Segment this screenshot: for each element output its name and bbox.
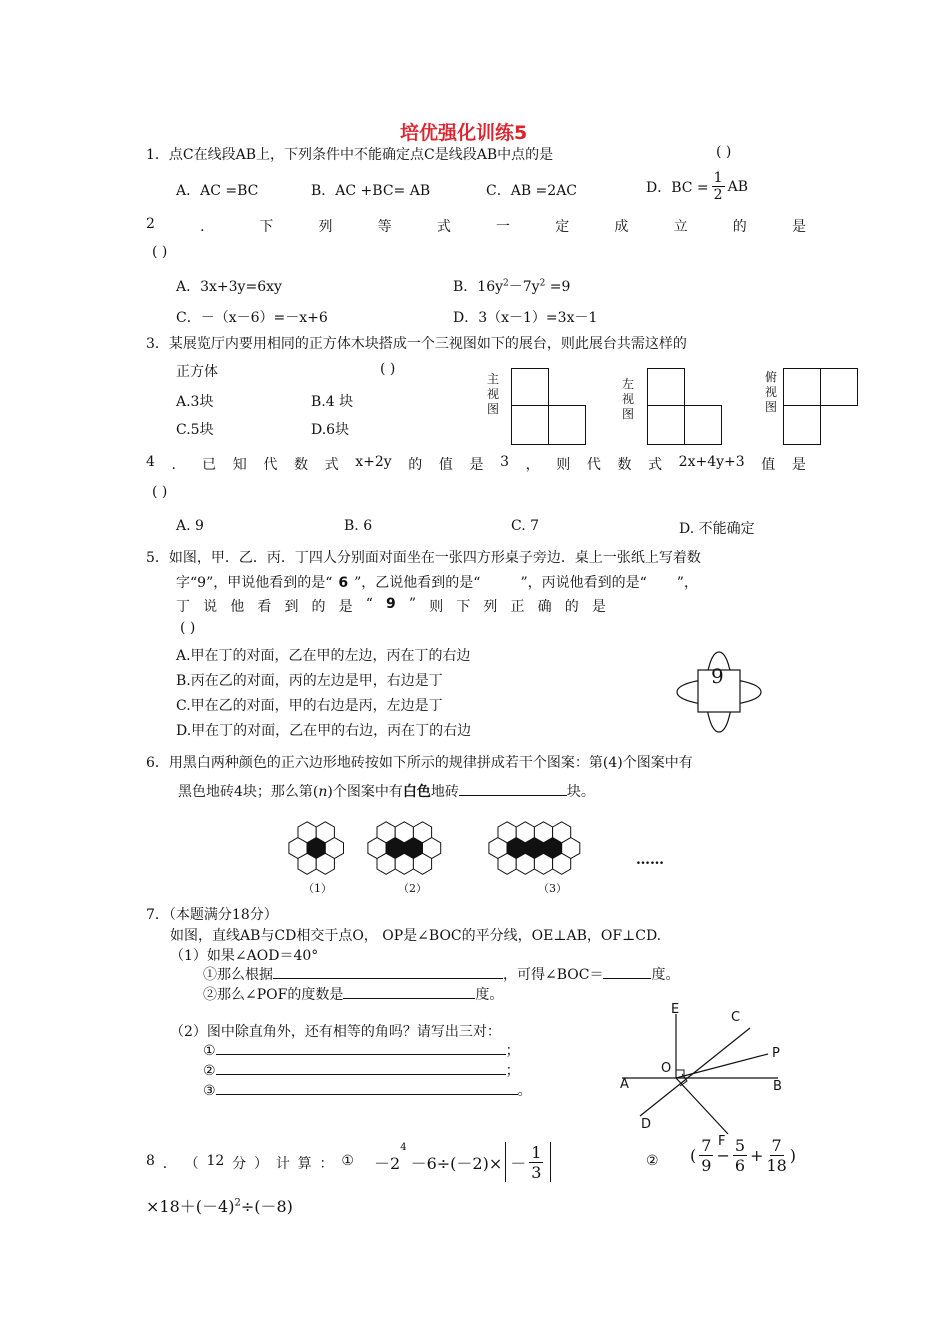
white-hex-tile xyxy=(534,822,552,843)
left-view-cell xyxy=(684,405,722,445)
q8-expr1-sup: 4 xyxy=(400,1142,407,1153)
q2-opt-d: D．3（x－1）=3x－1 xyxy=(453,310,598,326)
q2-char: 的 xyxy=(732,219,747,235)
q4-opt-c: C. 7 xyxy=(511,518,540,534)
q1-frac-den: 2 xyxy=(713,187,723,203)
q4-char: 知 xyxy=(232,457,247,473)
q1-opt-d-ab: AB xyxy=(727,178,748,195)
white-hex-tile xyxy=(298,853,316,874)
q8-plus: + xyxy=(750,1146,764,1165)
q7-p1a xyxy=(203,964,679,984)
q1-stem: 1．点C在线段AB上，下列条件中不能确定点C是线段AB中点的是 xyxy=(146,147,554,163)
q2-opt-b xyxy=(453,276,570,296)
white-hex-tile xyxy=(534,853,552,874)
q3-opt-d: D.6块 xyxy=(311,422,350,438)
q3-stem: 3．某展览厅内要用相同的正方体木块搭成一个三视图如下的展台，则此展台共需这样的 xyxy=(146,336,687,352)
q8-abs-value xyxy=(505,1142,551,1182)
q5-six: 6 xyxy=(338,575,349,591)
q8-char: ． xyxy=(162,1156,177,1172)
q7-end-3: 。 xyxy=(517,1083,532,1099)
q5-line2-b: ”，乙说他看到的是“ xyxy=(354,575,481,591)
q8-abs-frac xyxy=(529,1143,543,1182)
q5-fig-digit: 9 xyxy=(711,664,724,688)
white-hex-tile xyxy=(298,822,316,843)
q8-char: （ xyxy=(184,1156,199,1172)
q5-char: 的 xyxy=(311,599,326,615)
q1-opt-c: C．AB =2AC xyxy=(486,183,578,199)
q6-dots: …… xyxy=(636,852,664,868)
q5-paren: ( ) xyxy=(180,620,196,636)
q8-expr2-open: ( xyxy=(690,1146,697,1165)
q7-mark-2: ② xyxy=(203,1063,216,1079)
q5-char: 看 xyxy=(257,599,272,615)
q6-label-3: （3） xyxy=(538,882,567,895)
fig-label-b: B xyxy=(773,1079,782,1094)
q4-char: 代 xyxy=(586,457,601,473)
fig-label-f: F xyxy=(718,1134,726,1149)
top-view-label: 俯视图 xyxy=(764,370,777,414)
q2-char: 2 xyxy=(146,216,155,232)
top-view-cell xyxy=(820,368,858,406)
q7-end-1: ； xyxy=(505,1043,520,1059)
q8-expr2-close: ) xyxy=(789,1146,797,1165)
q4-char: 3 xyxy=(500,454,509,470)
q2-opt-c: C．－（x－6）=－x+6 xyxy=(176,310,328,326)
q7-mark-1: ① xyxy=(203,1043,216,1059)
q8-f3-num: 7 xyxy=(771,1136,782,1155)
q6-line2-c: 地砖 xyxy=(430,784,459,800)
q8-stem xyxy=(146,1153,354,1173)
q5-line2 xyxy=(176,572,698,592)
front-view-cell xyxy=(548,405,586,445)
q7-p1a-mid: ，可得∠BOC＝ xyxy=(503,967,604,983)
q4-char: 值 xyxy=(761,457,776,473)
left-view-label: 左视图 xyxy=(621,377,634,421)
white-hex-tile xyxy=(316,853,334,874)
q6-line2-a: 黑色地砖4块；那么第( xyxy=(178,784,319,800)
q5-line2-a: 字“9”，甲说他看到的是“ xyxy=(176,575,333,591)
q8-f1-num: 7 xyxy=(701,1136,712,1155)
white-hex-tile xyxy=(516,822,534,843)
q4-char: 则 xyxy=(556,457,571,473)
q8-f2-num: 5 xyxy=(734,1136,746,1155)
q7-p1b xyxy=(203,984,503,1004)
white-hex-tile xyxy=(377,822,395,843)
q7-p2: （2）图中除直角外，还有相等的角吗？请写出三对： xyxy=(170,1024,501,1040)
q4-opt-b: B. 6 xyxy=(344,518,373,534)
q7-p1a-pre: ①那么根据 xyxy=(203,967,273,983)
q1-opt-b: B．AC +BC= AB xyxy=(311,183,431,199)
q7-p1b-pre: ②那么∠POF的度数是 xyxy=(203,987,344,1003)
q4-char: ， xyxy=(525,457,540,473)
q8-char: 分 xyxy=(232,1156,247,1172)
q2-sup-2: 2 xyxy=(539,278,546,289)
q2-char: 式 xyxy=(436,219,451,235)
q5-char: 到 xyxy=(284,599,299,615)
q3-opt-a: A.3块 xyxy=(176,394,214,410)
q6-n: n xyxy=(318,784,328,800)
q8-line2-a: ×18＋(－4) xyxy=(146,1197,235,1216)
q1-frac xyxy=(712,170,725,203)
q8-frac-3 xyxy=(766,1136,786,1175)
white-hex-tile xyxy=(553,822,571,843)
q4-opt-d: D. 不能确定 xyxy=(679,521,755,537)
q8-char: 算 xyxy=(297,1156,312,1172)
q2-char: 是 xyxy=(791,219,806,235)
q2-char: 列 xyxy=(318,219,333,235)
q5-char: 列 xyxy=(483,599,498,615)
q1-paren: ( ) xyxy=(716,144,732,160)
fig-label-d: D xyxy=(641,1117,652,1132)
q3-opt-c: C.5块 xyxy=(176,422,214,438)
q8-line2-b: ÷(－8) xyxy=(240,1197,293,1216)
q2-opt-a: A．3x+3y=6xy xyxy=(176,279,282,295)
q6-label-2: （2） xyxy=(398,882,427,895)
q8-char: ： xyxy=(319,1156,334,1172)
fig-label-o: O xyxy=(661,1061,672,1076)
q2-sup-1: 2 xyxy=(503,278,509,289)
white-hex-tile xyxy=(413,822,431,843)
q5-char: 下 xyxy=(456,599,471,615)
q8-expr-2 xyxy=(690,1136,796,1175)
q4-char: 的 xyxy=(408,457,423,473)
q4-char: 是 xyxy=(791,457,806,473)
q4-char: 数 xyxy=(617,457,632,473)
q1-opt-d xyxy=(646,170,748,203)
front-view-cell xyxy=(511,405,549,445)
q4-char: x+2y xyxy=(355,454,392,470)
q3-stem2: 正方体 xyxy=(176,364,218,380)
q3-paren: ( ) xyxy=(380,361,396,377)
page-title: 培优强化训练5 xyxy=(400,122,528,144)
q2-char: 一 xyxy=(496,219,511,235)
q7-end-2: ； xyxy=(505,1063,520,1079)
q2-char: 等 xyxy=(377,219,392,235)
q6-label-1: （1） xyxy=(303,882,332,895)
q6-bold: 白色 xyxy=(402,784,431,800)
q8-mark-2: ② xyxy=(646,1153,659,1169)
q2-opt-b-post: =9 xyxy=(545,279,571,295)
q4-char: 2x+4y+3 xyxy=(678,454,745,470)
left-view-cell xyxy=(647,405,685,445)
q5-char: 正 xyxy=(510,599,525,615)
q8-expr-1 xyxy=(374,1142,551,1182)
left-view-cell xyxy=(647,368,685,406)
q5-char: 说 xyxy=(203,599,218,615)
q7-pair-1 xyxy=(203,1040,520,1060)
ray-of xyxy=(676,1078,728,1134)
q6-line2-b: )个图案中有 xyxy=(327,784,403,800)
white-hex-tile xyxy=(395,853,413,874)
q8-abs-sign: － xyxy=(510,1153,527,1173)
q8-char: 8 xyxy=(146,1153,155,1169)
q7-angle-figure xyxy=(610,998,810,1138)
q5-opt-d: D.甲在丁的对面，乙在甲的右边，丙在丁的右边 xyxy=(176,723,472,739)
q7-pair-blank-1[interactable] xyxy=(216,1054,506,1055)
q6-answer-blank[interactable] xyxy=(459,795,567,796)
q2-opt-b-pre: B．16y xyxy=(453,279,504,295)
q8-f3-den: 18 xyxy=(766,1156,787,1175)
white-hex-tile xyxy=(516,853,534,874)
q4-char: 值 xyxy=(438,457,453,473)
top-view-cell xyxy=(783,405,821,445)
q7-head: 7．（本题满分18分） xyxy=(146,907,278,923)
q5-line3 xyxy=(176,596,606,616)
q5-opt-c: C.甲在乙的对面，甲的右边是丙，左边是丁 xyxy=(176,698,443,714)
q7-boc-blank[interactable] xyxy=(603,978,651,979)
q8-f2-den: 6 xyxy=(734,1156,746,1175)
q7-pair-2 xyxy=(203,1060,520,1080)
q7-mark-3: ③ xyxy=(203,1083,216,1099)
q1-opt-a: A．AC =BC xyxy=(176,183,259,199)
q4-opt-a: A. 9 xyxy=(176,518,204,534)
q2-char: 成 xyxy=(614,219,629,235)
q8-frac-2 xyxy=(733,1136,747,1175)
q5-table-figure xyxy=(676,650,776,736)
q7-line1: 如图，直线AB与CD相交于点O， OP是∠BOC的平分线，OE⊥AB，OF⊥CD. xyxy=(170,928,662,944)
q8-f1-den: 9 xyxy=(701,1156,712,1175)
q8-abs-den: 3 xyxy=(531,1162,542,1182)
q7-pair-3 xyxy=(203,1080,532,1100)
q4-paren: ( ) xyxy=(152,484,168,500)
q8-expr1-b: －6÷(－2)× xyxy=(410,1153,503,1173)
white-hex-tile xyxy=(377,853,395,874)
white-hex-tile xyxy=(395,822,413,843)
ray-op xyxy=(676,1054,768,1078)
q7-reason-blank[interactable] xyxy=(273,978,503,979)
q6-line1: 6．用黑白两种颜色的正六边形地砖按如下所示的规律拼成若干个图案：第(4)个图案中有 xyxy=(146,755,693,771)
fig-label-e: E xyxy=(671,1002,680,1017)
q6-line2-d: 块。 xyxy=(566,784,595,800)
line-cd xyxy=(640,1028,750,1116)
q7-pair-blank-3[interactable] xyxy=(216,1094,518,1095)
q5-line2-c: ”，丙说他看到的是“ xyxy=(520,575,647,591)
q8-frac-1 xyxy=(699,1136,713,1175)
fig-label-p: P xyxy=(772,1046,780,1061)
q8-expr1-a: －2 xyxy=(374,1153,401,1173)
q5-char: “ xyxy=(365,596,373,612)
q4-char: 数 xyxy=(293,457,308,473)
q2-char: 下 xyxy=(259,219,274,235)
q4-char: 已 xyxy=(202,457,217,473)
q4-char: 式 xyxy=(648,457,663,473)
q2-stem xyxy=(146,216,806,236)
white-hex-tile xyxy=(498,822,516,843)
q7-pof-blank[interactable] xyxy=(343,998,475,999)
q5-char: 是 xyxy=(591,599,606,615)
q8-abs-num: 1 xyxy=(531,1142,542,1162)
q5-char: 确 xyxy=(537,599,552,615)
q7-p1a-post: 度。 xyxy=(651,967,680,983)
q3-opt-b: B.4 块 xyxy=(311,394,354,410)
front-view-cell xyxy=(511,368,549,406)
q2-paren: ( ) xyxy=(152,244,168,260)
q8-char: ） xyxy=(253,1156,268,1172)
q7-pair-blank-2[interactable] xyxy=(216,1074,506,1075)
q6-hex-figures xyxy=(280,812,680,882)
q4-char: ． xyxy=(171,457,186,473)
white-hex-tile xyxy=(316,822,334,843)
q5-char: ” xyxy=(408,596,417,612)
q4-char: 4 xyxy=(146,454,155,470)
white-hex-tile xyxy=(413,853,431,874)
q2-char: 定 xyxy=(555,219,570,235)
q5-char: 他 xyxy=(230,599,245,615)
q8-line2-sup: 2 xyxy=(234,1197,241,1209)
q7-p1: （1）如果∠AOD＝40° xyxy=(170,948,319,964)
q6-line2 xyxy=(178,781,595,801)
q8-minus: − xyxy=(716,1146,730,1165)
white-hex-tile xyxy=(498,853,516,874)
q5-char: 丁 xyxy=(176,599,190,615)
q8-line2 xyxy=(146,1194,293,1217)
q2-char: 立 xyxy=(673,219,688,235)
q5-opt-b: B.丙在乙的对面，丙的左边是甲，右边是丁 xyxy=(176,673,443,689)
q5-char: 是 xyxy=(338,599,353,615)
fig-label-a: A xyxy=(620,1077,629,1092)
q8-char: ① xyxy=(341,1153,354,1169)
q1-opt-d-label: D．BC = xyxy=(646,179,709,196)
q4-char: 式 xyxy=(324,457,339,473)
q5-char: 9 xyxy=(386,596,396,612)
q5-char: 的 xyxy=(564,599,579,615)
q2-opt-b-mid: －7y xyxy=(508,279,540,295)
front-view-label: 主视图 xyxy=(486,372,499,416)
q2-char: ． xyxy=(200,219,215,235)
q4-stem xyxy=(146,454,806,474)
top-view-cell xyxy=(783,368,821,406)
q4-char: 代 xyxy=(263,457,278,473)
q4-char: 是 xyxy=(469,457,484,473)
q8-char: 12 xyxy=(206,1153,225,1169)
q5-line1: 5．如图，甲．乙．丙．丁四人分别面对面坐在一张四方形桌子旁边．桌上一张纸上写着数 xyxy=(146,550,701,566)
q5-opt-a: A.甲在丁的对面，乙在甲的左边，丙在丁的右边 xyxy=(176,648,471,664)
q5-char: 则 xyxy=(429,599,444,615)
q5-line2-d: ”， xyxy=(676,575,698,591)
q7-p1b-post: 度。 xyxy=(475,987,504,1003)
q1-frac-num: 1 xyxy=(713,170,723,186)
q8-char: 计 xyxy=(275,1156,290,1172)
fig-label-c: C xyxy=(731,1010,741,1025)
white-hex-tile xyxy=(553,853,571,874)
